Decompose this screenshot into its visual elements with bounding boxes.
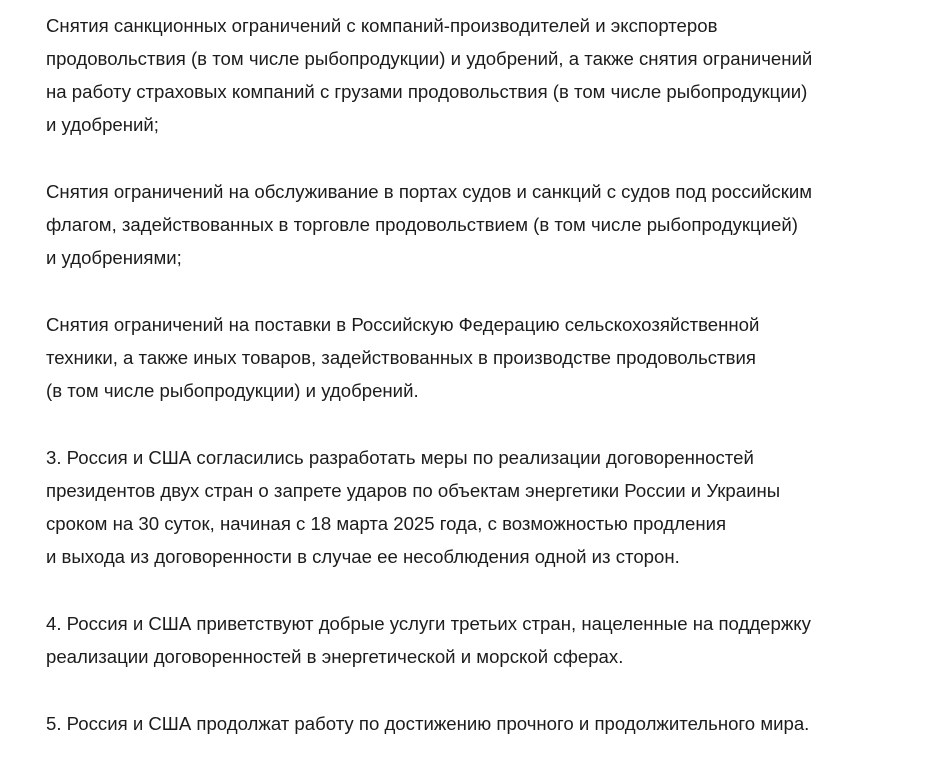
paragraph-item-5-lasting-peace xyxy=(46,707,946,740)
text-line: на работу страховых компаний с грузами продовольствия (в том числе рыбопродукции) xyxy=(46,81,808,102)
text-line: и удобрениями; xyxy=(46,247,182,268)
text-line: техники, а также иных товаров, задействованных в производстве продовольствия xyxy=(46,347,756,368)
paragraph-agricultural-machinery xyxy=(46,308,946,407)
text-line: Снятия санкционных ограничений с компаний-производителей и экспортеров xyxy=(46,15,718,36)
text-line: Снятия ограничений на поставки в Российскую Федерацию сельскохозяйственной xyxy=(46,314,760,335)
text-line: и удобрений; xyxy=(46,114,159,135)
text-line: и выхода из договоренности в случае ее несоблюдения одной из сторон. xyxy=(46,546,680,567)
text-line: 4. Россия и США приветствуют добрые услуги третьих стран, нацеленные на поддержку xyxy=(46,613,811,634)
text-line: Снятия ограничений на обслуживание в портах судов и санкций с судов под российским xyxy=(46,181,813,202)
document-body xyxy=(46,9,946,774)
paragraph-sanctions-food-producers xyxy=(46,9,946,141)
text-line: 5. Россия и США продолжат работу по достижению прочного и продолжительного мира. xyxy=(46,713,810,734)
text-line: реализации договоренностей в энергетической и морской сферах. xyxy=(46,646,624,667)
text-line: флагом, задействованных в торговле продовольствием (в том числе рыбопродукцией) xyxy=(46,214,798,235)
paragraph-item-4-third-countries xyxy=(46,607,946,673)
paragraph-item-3-energy-strikes xyxy=(46,441,946,573)
text-line: (в том числе рыбопродукции) и удобрений. xyxy=(46,380,419,401)
text-line: продовольствия (в том числе рыбопродукции) и удобрений, а также снятия ограничений xyxy=(46,48,813,69)
paragraph-port-services xyxy=(46,175,946,274)
text-line: 3. Россия и США согласились разработать меры по реализации договоренностей xyxy=(46,447,754,468)
text-line: президентов двух стран о запрете ударов по объектам энергетики России и Украины xyxy=(46,480,781,501)
text-line: сроком на 30 суток, начиная с 18 марта 2025 года, с возможностью продления xyxy=(46,513,727,534)
